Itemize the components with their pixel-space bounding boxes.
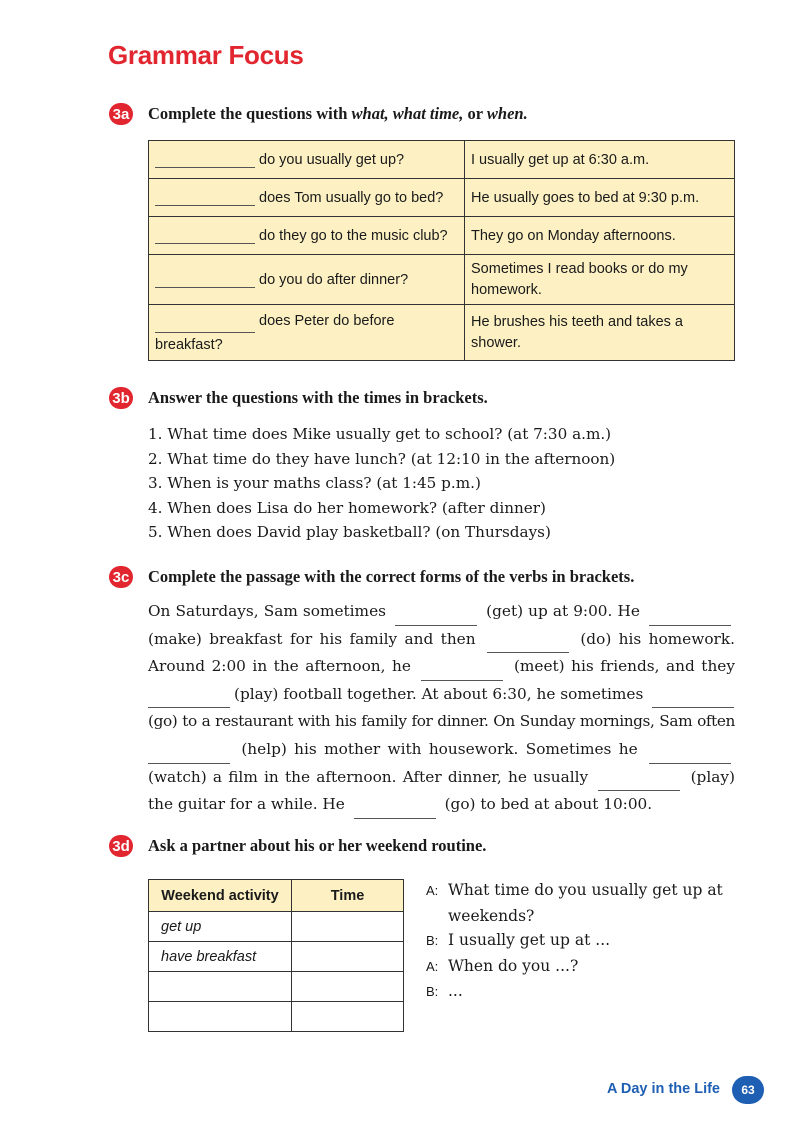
table-row	[149, 217, 735, 255]
section-badge-3d: 3d	[109, 835, 133, 857]
verb-blank[interactable]	[148, 749, 230, 764]
table-row	[149, 255, 735, 305]
time-cell[interactable]	[292, 942, 404, 972]
column-header-time: Time	[292, 880, 404, 912]
table-row	[149, 1002, 404, 1032]
table-row	[149, 305, 735, 361]
verb-blank[interactable]	[421, 666, 503, 681]
section-3d-heading: Ask a partner about his or her weekend routine.	[148, 836, 487, 855]
page-number: 63	[732, 1076, 764, 1104]
section-3a-heading: Complete the questions with what, what time, or when.	[148, 104, 528, 123]
verb-blank[interactable]	[354, 804, 436, 819]
answer-text: He usually goes to bed at 9:30 p.m.	[465, 179, 735, 217]
verb-blank[interactable]	[487, 638, 569, 653]
table-row: have breakfast	[149, 942, 404, 972]
table-row	[149, 141, 735, 179]
question-text: do they go to the music club?	[259, 227, 448, 244]
verb-blank[interactable]	[395, 611, 477, 626]
verb-blank[interactable]	[148, 693, 230, 708]
answer-text: He brushes his teeth and takes a shower.	[465, 305, 735, 361]
weekend-table	[148, 879, 404, 1032]
question-text: does Tom usually go to bed?	[259, 189, 444, 206]
section-3c-heading: Complete the passage with the correct forms of the verbs in brackets.	[148, 567, 635, 586]
time-cell[interactable]	[292, 1002, 404, 1032]
answer-blank[interactable]	[155, 153, 255, 168]
table-row: get up	[149, 912, 404, 942]
section-badge-3a: 3a	[109, 103, 133, 125]
verb-blank[interactable]	[598, 776, 680, 791]
section-badge-3b: 3b	[109, 387, 133, 409]
verb-blank[interactable]	[649, 749, 731, 764]
answer-blank[interactable]	[155, 229, 255, 244]
answer-blank[interactable]	[155, 273, 255, 288]
question-table	[148, 140, 735, 361]
page-title: Grammar Focus	[108, 40, 304, 70]
time-cell[interactable]	[292, 912, 404, 942]
question-text: do you do after dinner?	[259, 271, 409, 288]
section-3b-heading: Answer the questions with the times in brackets.	[148, 388, 488, 407]
column-header-activity: Weekend activity	[149, 880, 292, 912]
table-row	[149, 179, 735, 217]
answer-blank[interactable]	[155, 191, 255, 206]
list-item: 1. What time does Mike usually get to school? (at 7:30 a.m.)	[148, 425, 612, 443]
answer-text: Sometimes I read books or do my homework.	[465, 255, 735, 305]
table-row	[149, 972, 404, 1002]
answer-blank[interactable]	[155, 318, 255, 333]
list-item: 2. What time do they have lunch? (at 12:10 in the afternoon)	[148, 449, 616, 468]
sample-dialog: A: What time do you usually get up at weekends? B: I usually get up at ... A: When do you ...? B: ...	[426, 881, 723, 1000]
answer-text: I usually get up at 6:30 a.m.	[465, 141, 735, 179]
time-cell[interactable]	[292, 972, 404, 1002]
question-list	[148, 422, 615, 545]
answer-text: They go on Monday afternoons.	[465, 217, 735, 255]
section-badge-3c: 3c	[109, 566, 133, 588]
question-text: do you usually get up?	[259, 151, 405, 168]
passage: On Saturdays, Sam sometimes (get) up at 9:00. He (make) breakfast for his family and then (do) his homework. Around 2:00 in the afternoon, he (meet) his friends, and they (play) football together. At about 6:30, he sometimes (go) to a restaurant with his family for dinner. On Sunday mornings, Sam often (help) his mother with housework. Sometimes he (watch) a film in the afternoon. After dinner, he usually (play) the guitar for a while. He (go) to bed at about 10:00.	[148, 598, 735, 819]
list-item: 5. When does David play basketball? (on Thursdays)	[148, 523, 551, 541]
list-item: 4. When does Lisa do her homework? (after dinner)	[148, 498, 546, 517]
question-text-cont: breakfast?	[155, 336, 223, 353]
verb-blank[interactable]	[649, 611, 731, 626]
unit-title: A Day in the Life	[606, 1081, 720, 1097]
question-text: does Peter do before	[259, 312, 395, 329]
verb-blank[interactable]	[652, 693, 734, 708]
list-item: 3. When is your maths class? (at 1:45 p.m.)	[148, 474, 481, 492]
